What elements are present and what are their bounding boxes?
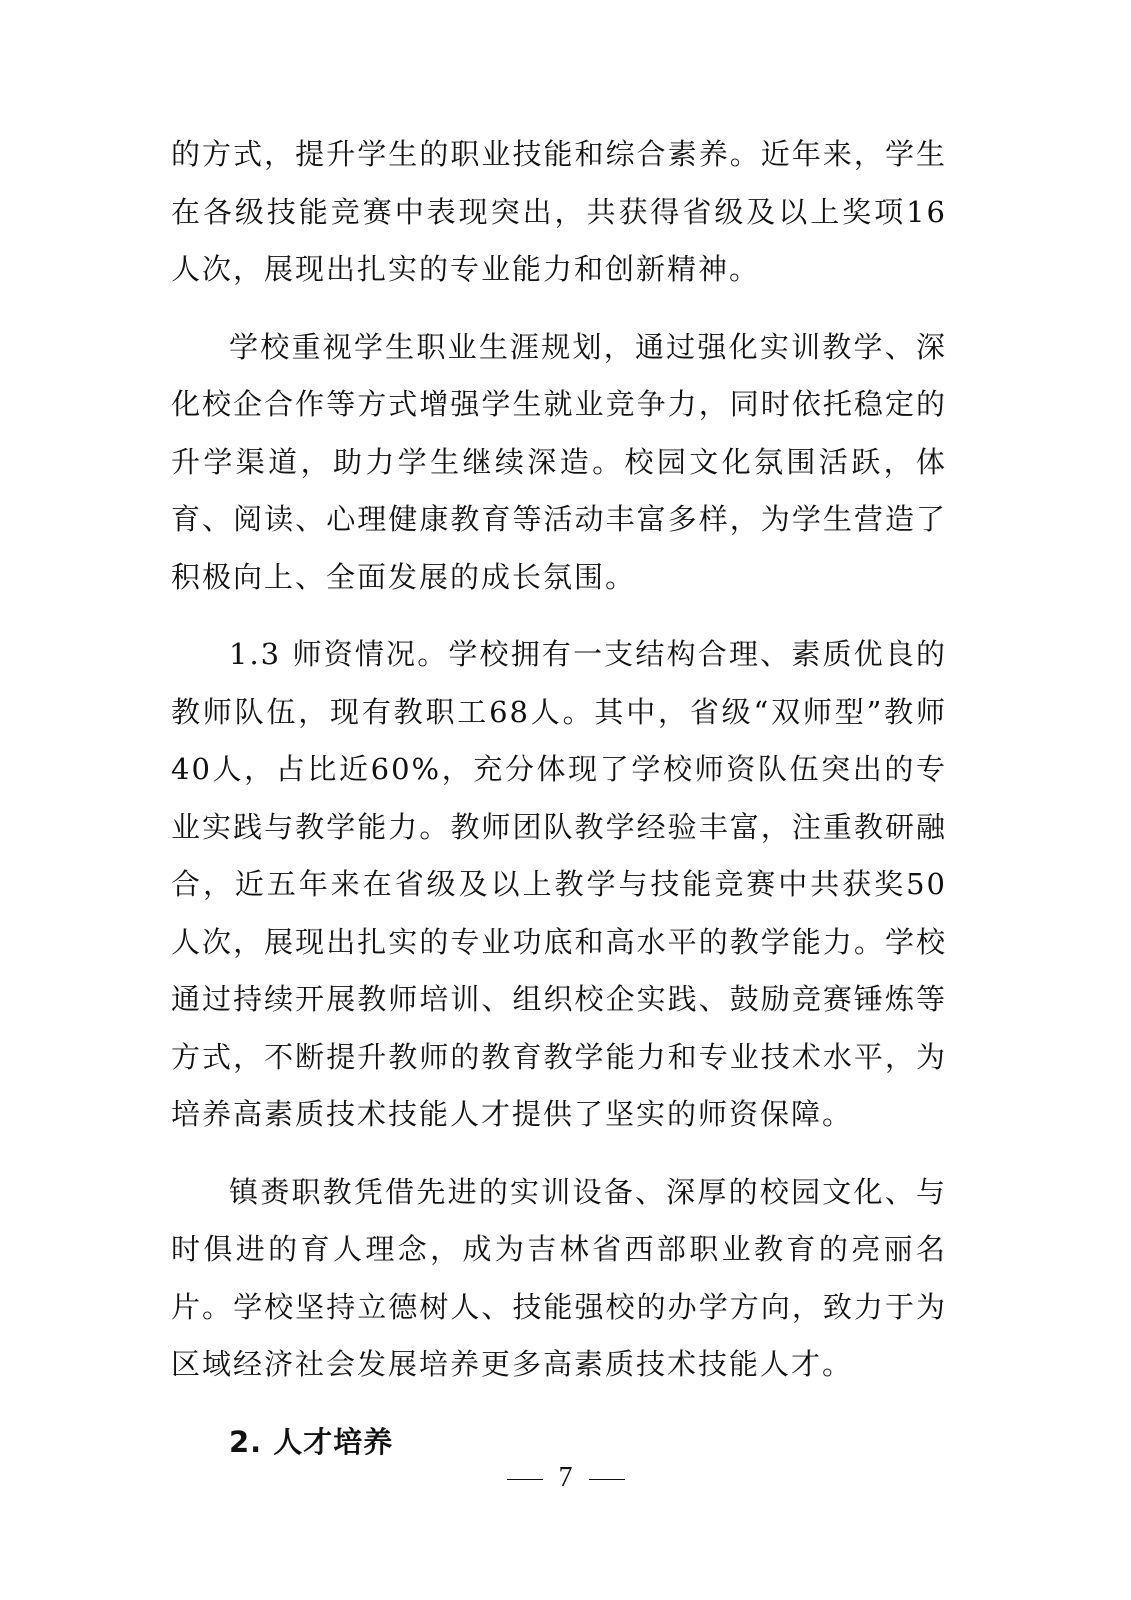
section-heading: 2. 人才培养 [229, 1424, 394, 1459]
paragraph-faculty: 1.3 师资情况。学校拥有一支结构合理、素质优良的教师队伍，现有教职工68人。其中，省级“双师型”教师40人，占比近60%，充分体现了学校师资队伍突出的专业实践与教学能力。教师团队教学经验丰富，注重教研融合，近五年来在省级及以上教学与技能竞赛中共获奖50人次，展现出扎实的专业功底和高水平的教学能力。学校通过持续开展教师培训、组织校企实践、鼓励竞赛锤炼等方式，不断提升教师的教育教学能力和专业技术水平，为培养高素质技术技能人才提供了坚实的师资保障。 [171, 637, 947, 1131]
page-number: 7 [558, 1462, 573, 1493]
paragraph-career-planning: 学校重视学生职业生涯规划，通过强化实训教学、深化校企合作等方式增强学生就业竞争力，同时依托稳定的升学渠道，助力学生继续深造。校园文化氛围活跃，体育、阅读、心理健康教育等活动丰富多样，为学生营造了积极向上、全面发展的成长氛围。 [171, 329, 947, 594]
paragraph-student-skills: 的方式，提升学生的职业技能和综合素养。近年来，学生在各级技能竞赛中表现突出，共获得省级及以上奖项16人次，展现出扎实的专业能力和创新精神。 [171, 137, 947, 286]
footer-dash-right [589, 1479, 625, 1480]
page-content [171, 126, 947, 1471]
footer-dash-left [507, 1479, 543, 1480]
page-footer [0, 1458, 1131, 1498]
paragraph-school-profile: 镇赉职教凭借先进的实训设备、深厚的校园文化、与时俱进的育人理念，成为吉林省西部职业教育的亮丽名片。学校坚持立德树人、技能强校的办学方向，致力于为区域经济社会发展培养更多高素质技术技能人才。 [171, 1174, 947, 1381]
